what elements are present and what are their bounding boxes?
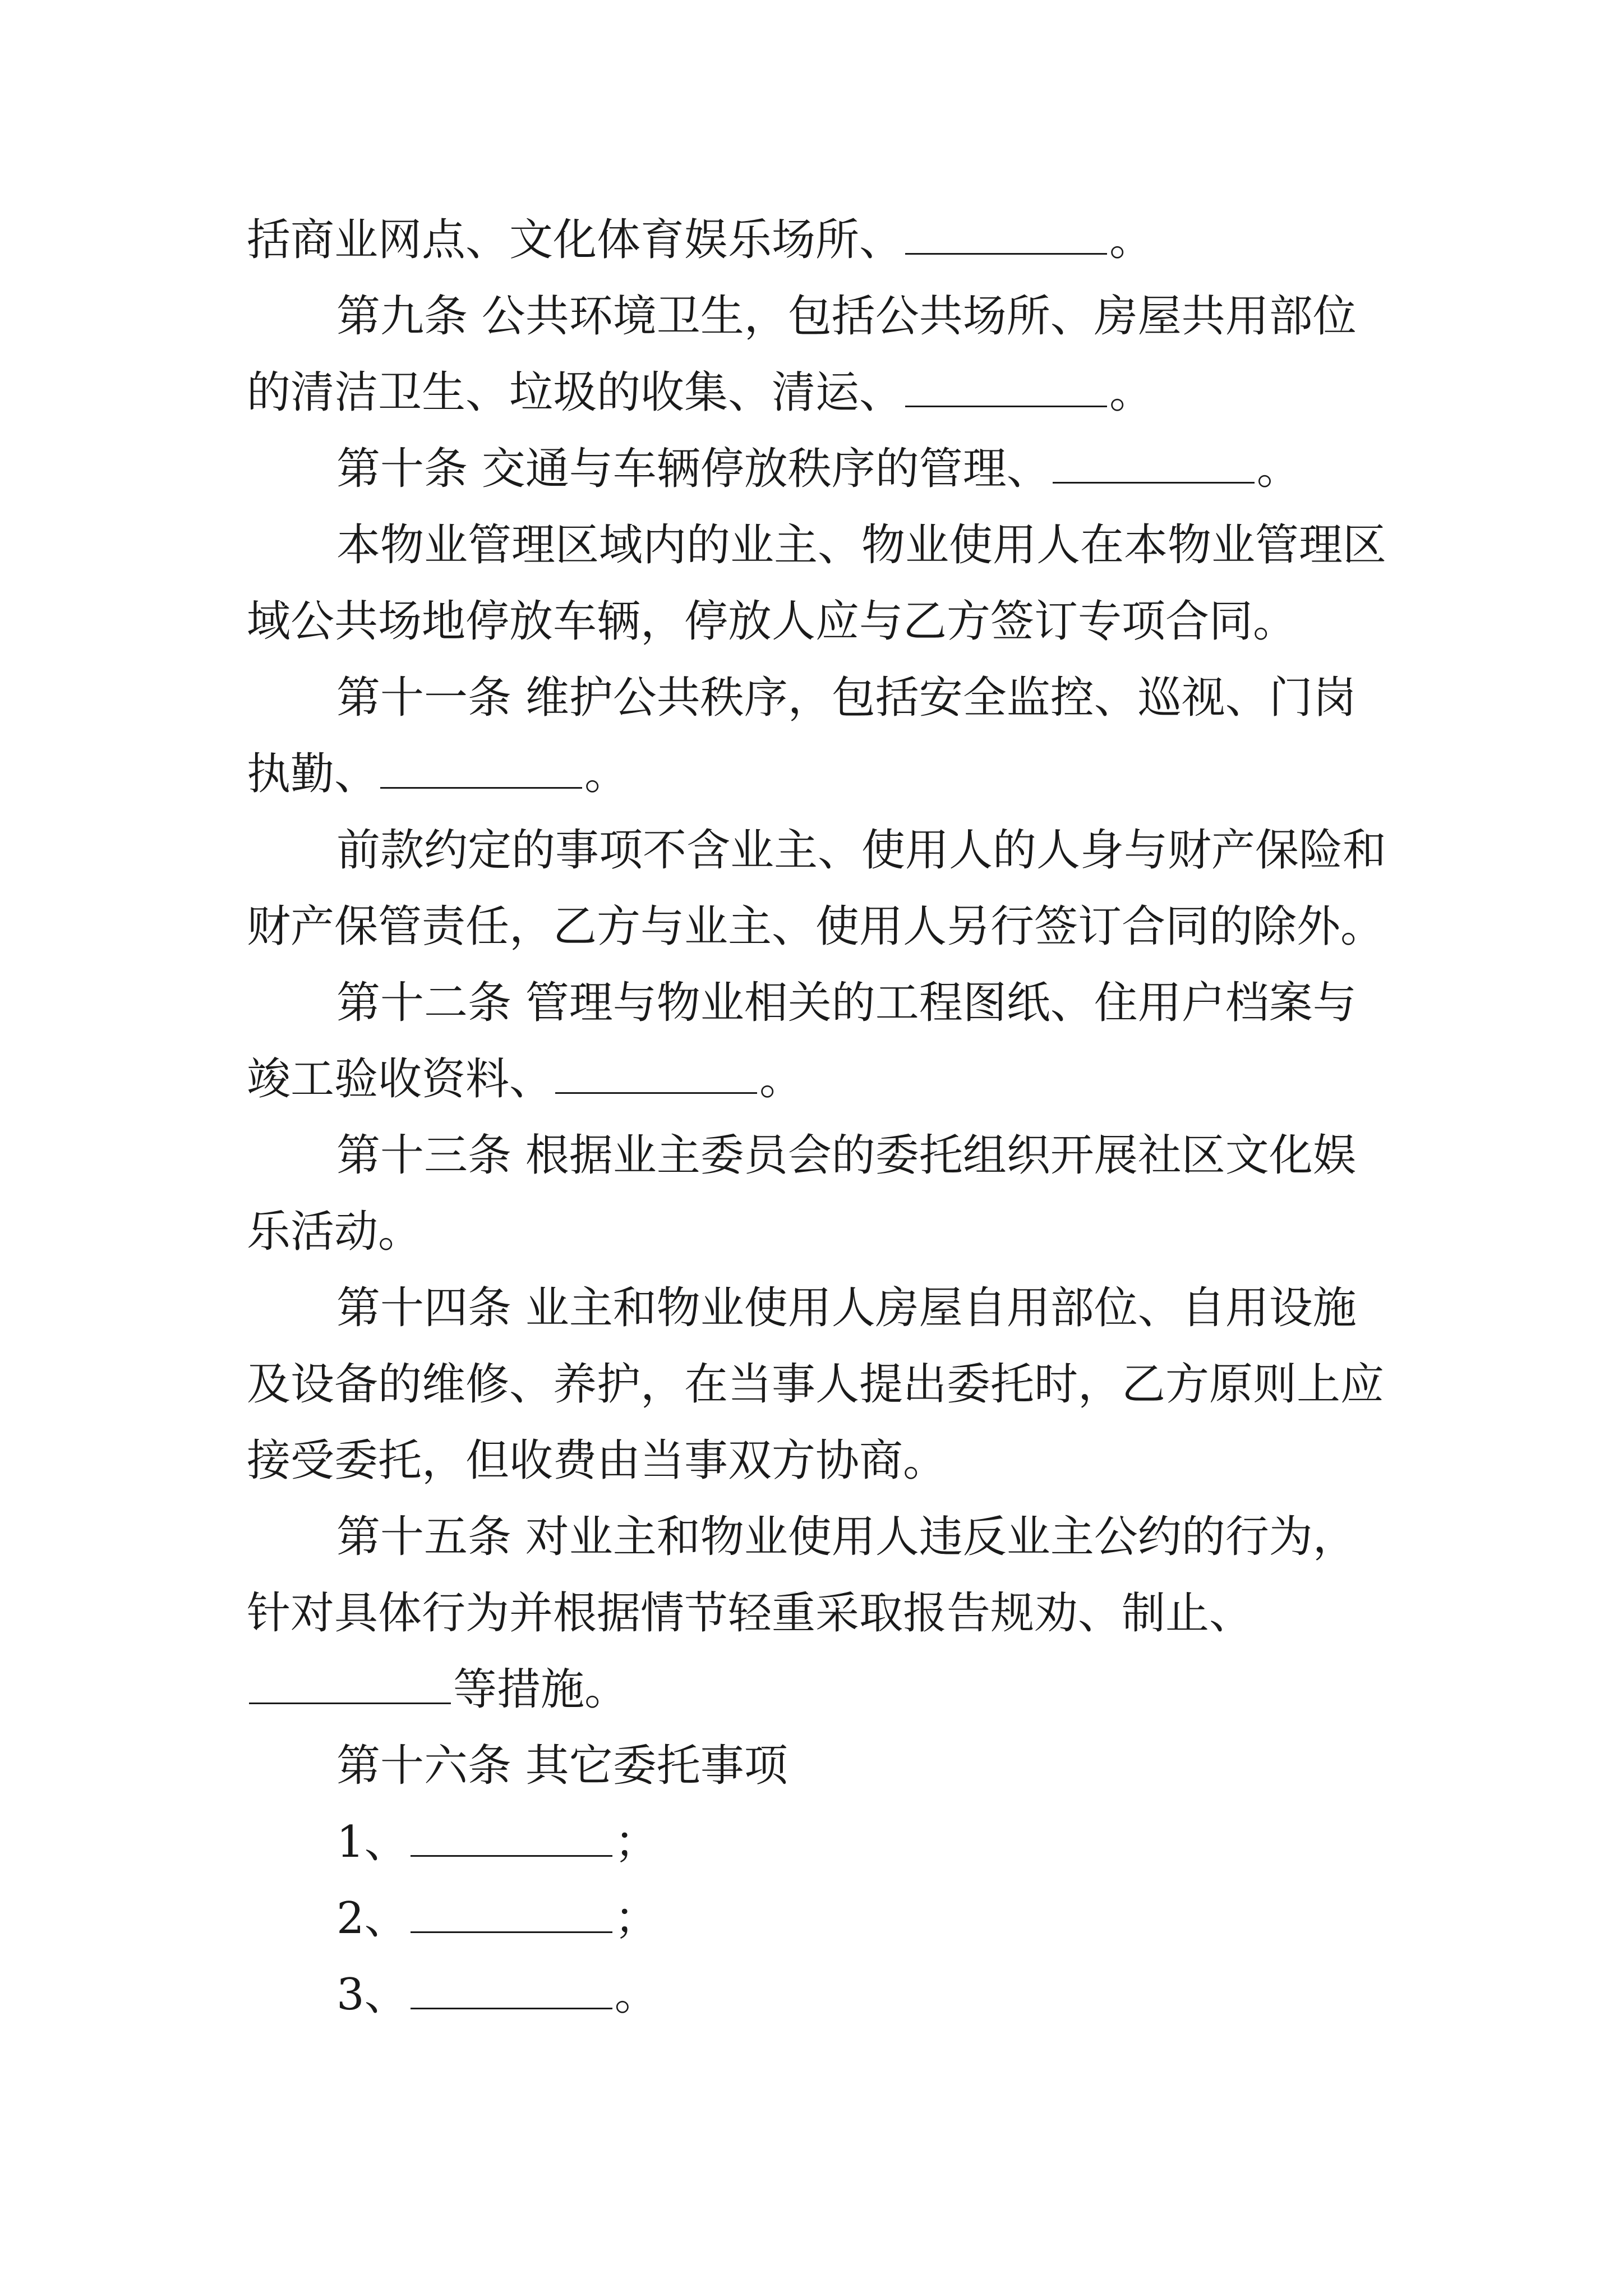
fill-in-blank — [905, 372, 1107, 407]
article-9-line-1: 第九条 公共环境卫生，包括公共场所、房屋共用部位 — [336, 291, 1357, 342]
article-12-line-2: 竣工验收资料、 。 — [247, 1054, 804, 1105]
text-line: 括商业网点、文化体育娱乐场所、 。 — [247, 215, 1154, 265]
fill-in-blank — [411, 1898, 612, 1933]
article-16-heading: 第十六条 其它委托事项 — [336, 1741, 788, 1791]
exclusion-paragraph-line-1: 前款约定的事项不含业主、使用人的人身与财产保险和 — [336, 825, 1387, 876]
fill-in-blank — [555, 1059, 757, 1094]
article-15-line-3: 等措施。 — [247, 1651, 1391, 1728]
fill-in-blank — [411, 1974, 612, 2009]
article-16-item-1: 1、 ； — [336, 1817, 658, 1867]
article-15-line-2: 针对具体行为并根据情节轻重采取报告规劝、制止、 — [247, 1588, 1253, 1639]
parking-paragraph-line-2: 域公共场地停放车辆，停放人应与乙方签订专项合同。 — [247, 596, 1297, 647]
parking-paragraph-line-1: 本物业管理区域内的业主、物业使用人在本物业管理区 — [336, 520, 1387, 570]
fill-in-blank — [380, 753, 582, 789]
article-14-line-3: 接受委托，但收费由当事双方协商。 — [247, 1435, 947, 1486]
fill-in-blank — [1053, 448, 1255, 484]
article-12-line-1: 第十二条 管理与物业相关的工程图纸、住用户档案与 — [336, 978, 1357, 1028]
article-10-line: 第十条 交通与车辆停放秩序的管理、 。 — [336, 444, 1301, 494]
article-11-line-1: 第十一条 维护公共秩序，包括安全监控、巡视、门岗 — [336, 673, 1357, 723]
article-14-line-2: 及设备的维修、养护，在当事人提出委托时，乙方原则上应 — [247, 1359, 1385, 1410]
article-9-line-2: 的清洁卫生、垃圾的收集、清运、 。 — [247, 367, 1154, 418]
fill-in-blank — [249, 1669, 451, 1704]
fill-in-blank — [411, 1821, 612, 1857]
exclusion-paragraph-line-2: 财产保管责任，乙方与业主、使用人另行签订合同的除外。 — [247, 901, 1385, 952]
article-16-item-2: 2、 ； — [336, 1893, 658, 1944]
article-16-item-3: 3、 。 — [336, 1970, 658, 2020]
article-11-line-2: 执勤、 。 — [247, 749, 629, 799]
article-13-line-2: 乐活动。 — [247, 1207, 422, 1257]
article-15-line-1: 第十五条 对业主和物业使用人违反业主公约的行为， — [336, 1512, 1357, 1562]
article-14-line-1: 第十四条 业主和物业使用人房屋自用部位、自用设施 — [336, 1283, 1357, 1333]
contract-text-body — [247, 202, 1391, 2033]
fill-in-blank — [905, 219, 1107, 255]
article-13-line-1: 第十三条 根据业主委员会的委托组织开展社区文化娱 — [336, 1130, 1357, 1181]
